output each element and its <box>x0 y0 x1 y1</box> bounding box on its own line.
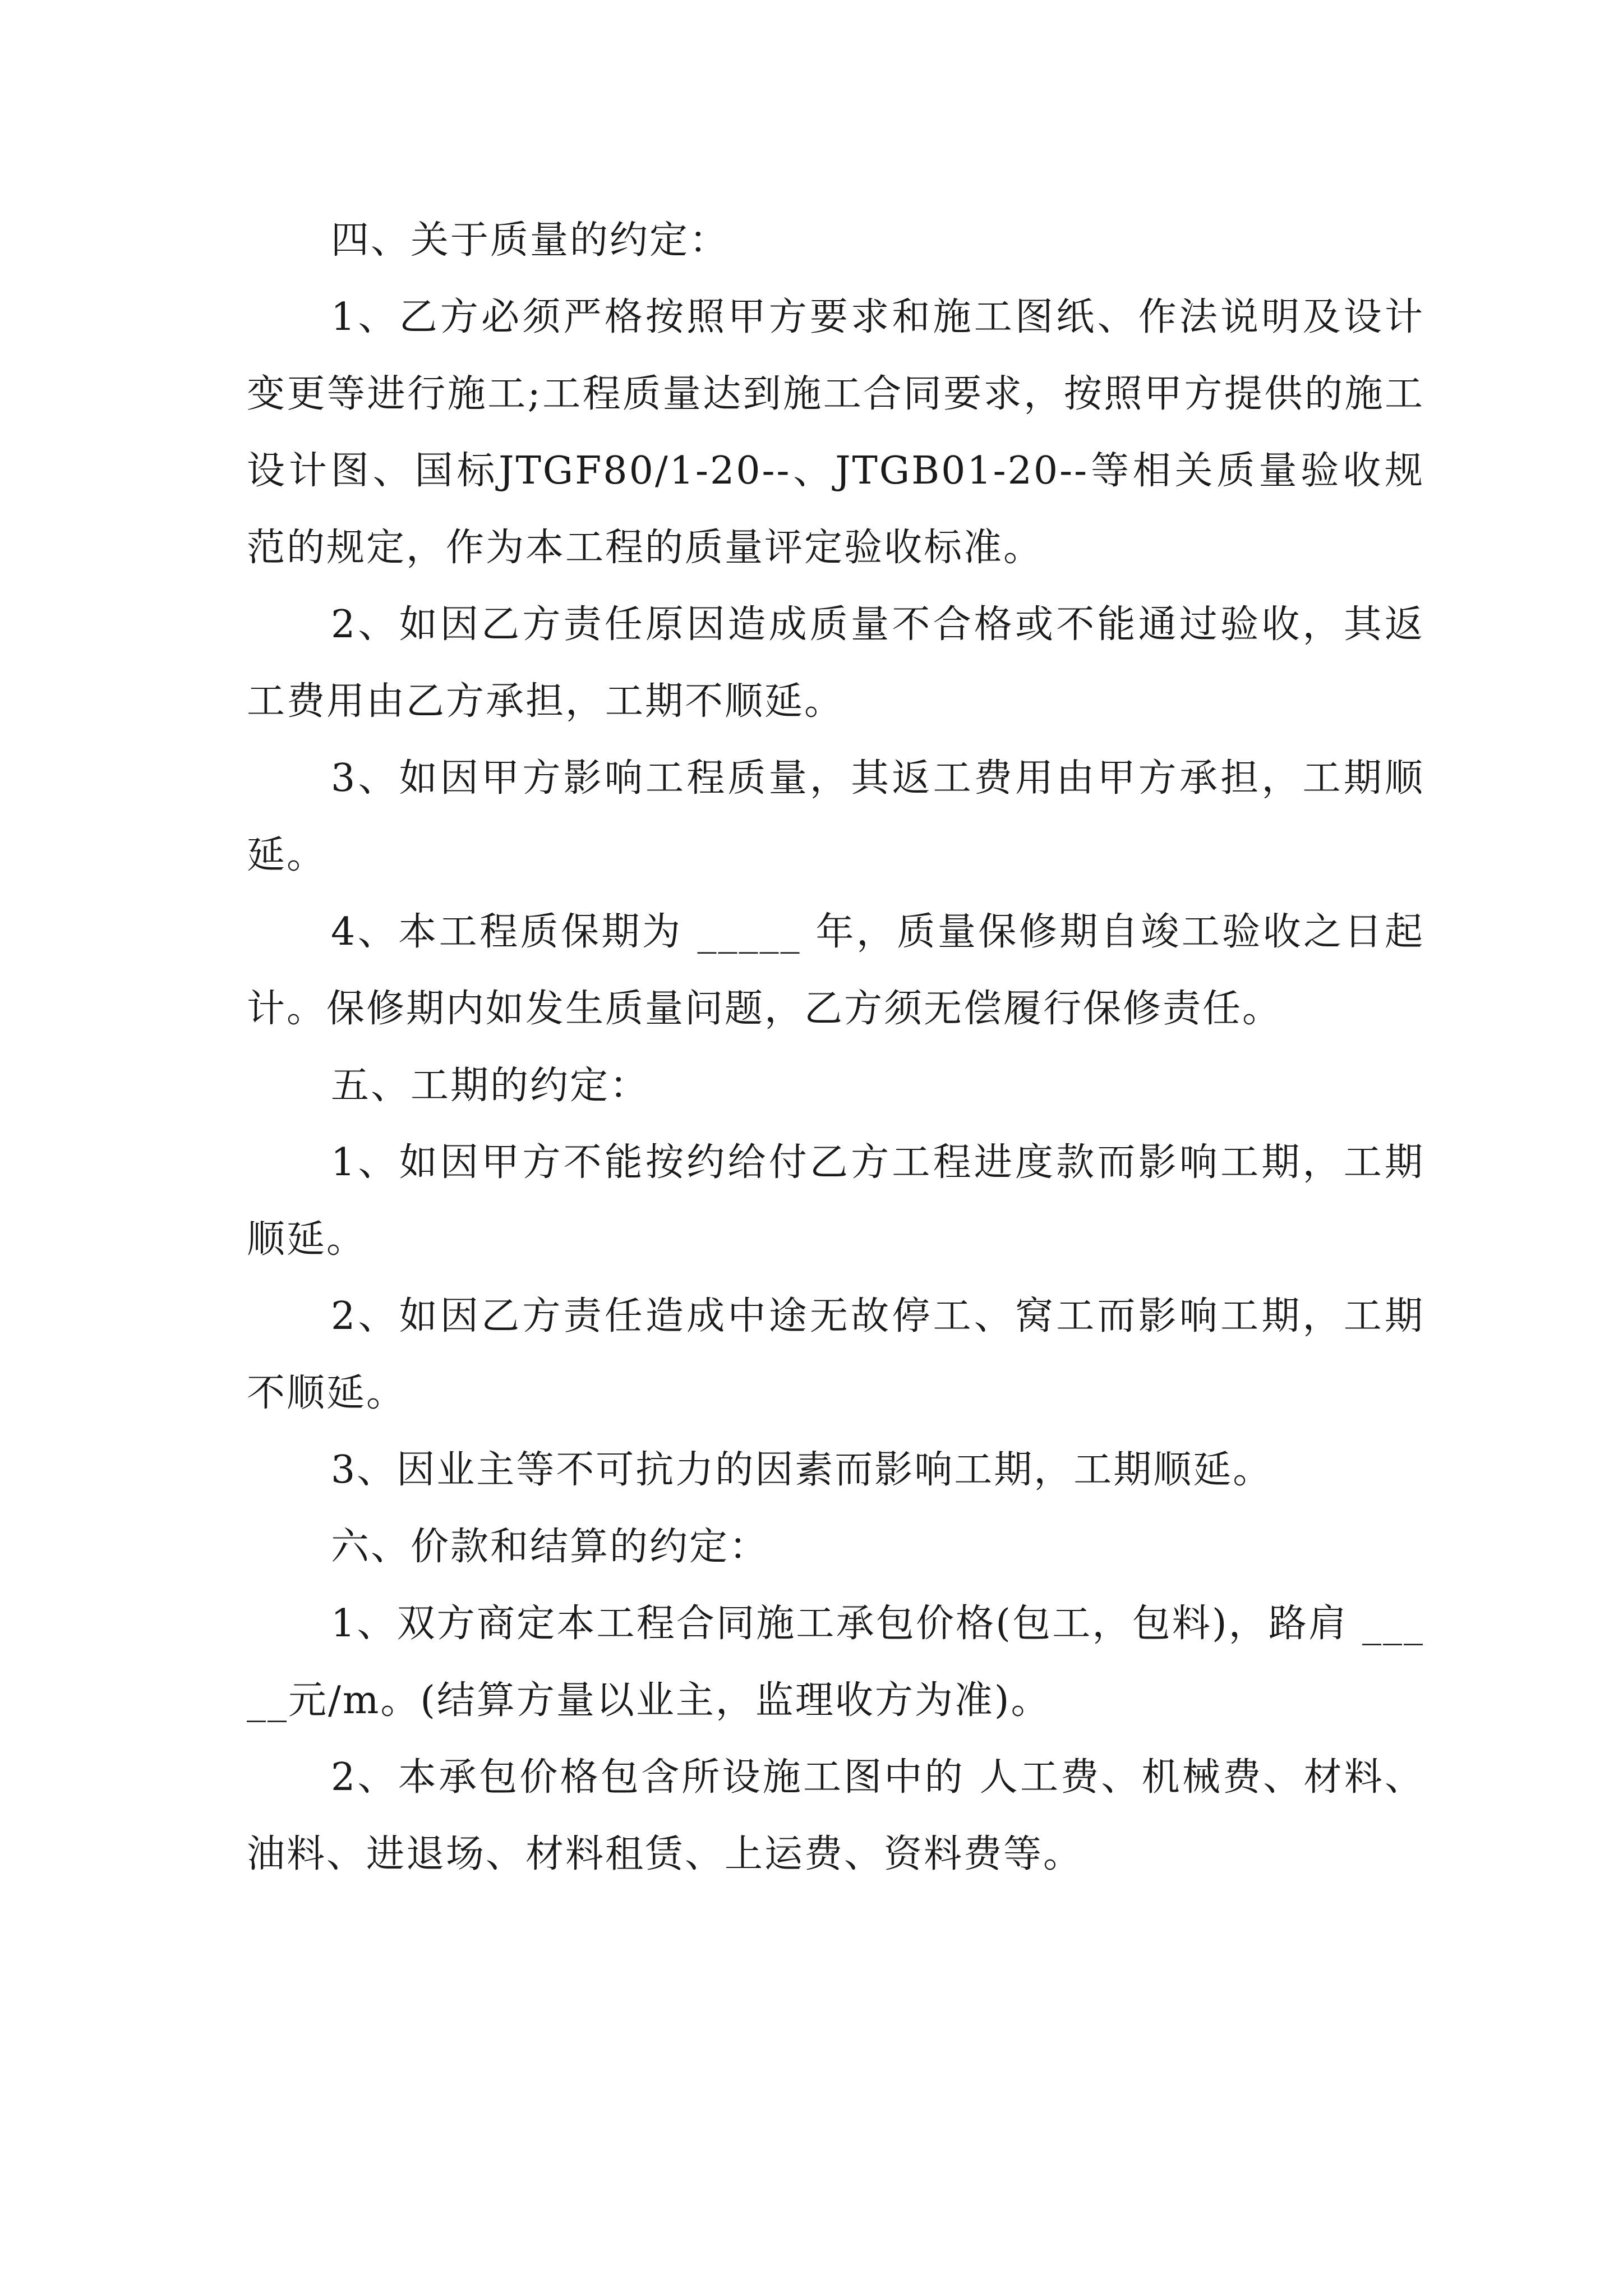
quality-clause-1: 1、乙方必须严格按照甲方要求和施工图纸、作法说明及设计变更等进行施工;工程质量达到施工合同要求，按照甲方提供的施工设计图、国标JTGF80/1-20--、JTGB01-20--等相关质量验收规范的规定，作为本工程的质量评定验收标准。 <box>247 295 1424 570</box>
quality-clause-3: 3、如因甲方影响工程质量，其返工费用由甲方承担，工期顺延。 <box>247 756 1424 877</box>
schedule-clause-3: 3、因业主等不可抗力的因素而影响工期，工期顺延。 <box>331 1448 1273 1492</box>
schedule-clause-1: 1、如因甲方不能按约给付乙方工程进度款而影响工期，工期顺延。 <box>247 1140 1424 1262</box>
document-body <box>247 202 1424 1893</box>
schedule-clause-2: 2、如因乙方责任造成中途无故停工、窝工而影响工期，工期不顺延。 <box>247 1294 1424 1415</box>
quality-clause-2: 2、如因乙方责任原因造成质量不合格或不能通过验收，其返工费用由乙方承担，工期不顺延。 <box>247 602 1424 724</box>
quality-clause-4: 4、本工程质保期为 _____ 年，质量保修期自竣工验收之日起计。保修期内如发生质量问题，乙方须无偿履行保修责任。 <box>247 910 1424 1031</box>
price-clause-2: 2、本承包价格包含所设施工图中的 人工费、机械费、材料、油料、进退场、材料租赁、上运费、资料费等。 <box>247 1755 1424 1876</box>
section-heading-schedule: 五、工期的约定： <box>331 1064 650 1108</box>
price-clause-1: 1、双方商定本工程合同施工承包价格(包工，包料)，路肩 _____元/m。(结算方量以业主，监理收方为准)。 <box>247 1602 1424 1723</box>
section-heading-price: 六、价款和结算的约定： <box>331 1525 769 1569</box>
section-heading-quality: 四、关于质量的约定： <box>331 218 730 263</box>
